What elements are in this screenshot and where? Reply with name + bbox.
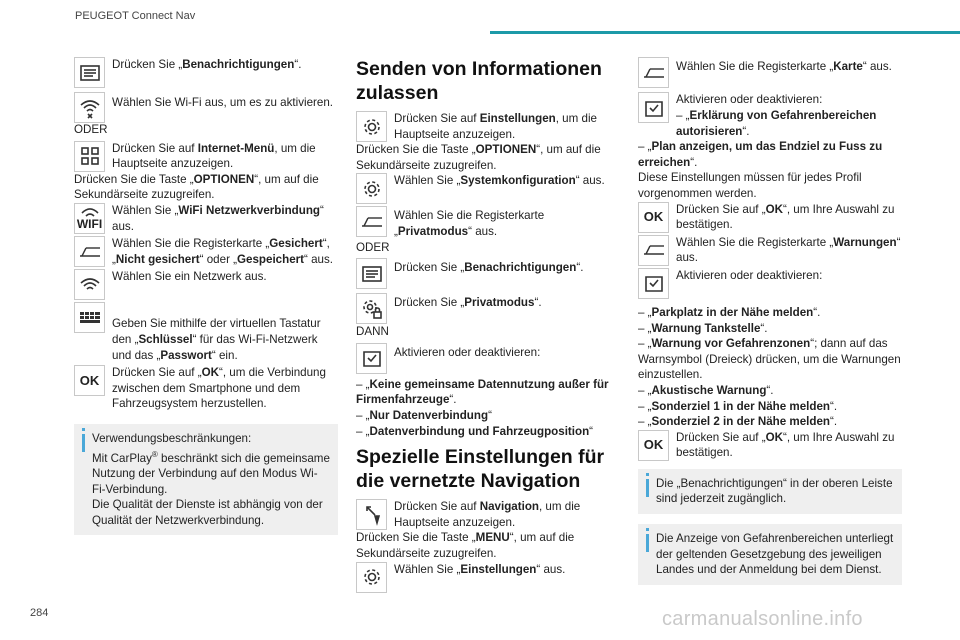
option-item: – „Keine gemeinsame Datennutzung außer für Firmenfahrzeuge“. (356, 377, 609, 407)
column-2 (356, 57, 618, 597)
step-text: Drücken Sie auf „OK“, um Ihre Auswahl zu bestätigen. (676, 430, 895, 460)
step-text: Drücken Sie auf „OK“, um Ihre Auswahl zu bestätigen. (676, 202, 895, 232)
step-text: Aktivieren oder deaktivieren: (676, 268, 823, 282)
step-text: Wählen Sie die Registerkarte „Gesichert“, „Nicht gesichert“ oder „Gespeichert“ aus. (112, 237, 334, 266)
column-1 (74, 57, 338, 535)
step-text: Wählen Sie die Registerkarte „Warnungen“ aus. (676, 235, 901, 265)
step-text: Wählen Sie Wi-Fi aus, um es zu aktivieren. (112, 96, 334, 109)
watermark: carmanualsonline.info (662, 608, 863, 630)
wifi-icon (74, 269, 105, 300)
notifications-list-icon (74, 57, 105, 88)
column-3 (638, 57, 902, 585)
info-icon (82, 434, 85, 452)
step-text: Drücken Sie die Taste „MENU“, um auf die Sekundärseite zuzugreifen. (356, 531, 575, 560)
running-header: PEUGEOT Connect Nav (75, 10, 196, 22)
page-number: 284 (30, 607, 49, 619)
ok-button-icon: OK (638, 430, 669, 461)
step-text: Drücken Sie auf Einstellungen, um die Hauptseite anzuzeigen. (394, 112, 597, 141)
step-text: Drücken Sie „Benachrichtigungen“. (112, 58, 302, 71)
step-text: Wählen Sie „WiFi Netzwerkverbindung“ aus. (112, 203, 324, 233)
info-icon (646, 534, 649, 552)
step-text: Drücken Sie „Benachrichtigungen“. (394, 261, 584, 275)
checkbox-icon (356, 343, 387, 374)
step-text: Wählen Sie „Einstellungen“ aus. (394, 562, 566, 576)
step-text: Wählen Sie ein Netzwerk aus. (112, 270, 267, 284)
section-title: Spezielle Einstellungen für die vernetzte Navigation (356, 446, 605, 493)
oder-label: ODER (74, 123, 108, 136)
dann-label: DANN (356, 325, 389, 339)
step-text: Aktivieren oder deaktivieren: (394, 345, 541, 359)
step-text: Wählen Sie „Systemkonfiguration“ aus. (394, 174, 605, 188)
tab-icon (638, 57, 669, 88)
wifi-network-icon: WIFI (74, 203, 105, 234)
info-note: Die Anzeige von Gefahrenbereichen unterliegt der geltenden Gesetzgebung des jeweiligen Landes und der Anmeldung bei dem Dienst. (638, 524, 902, 585)
option-item: – „Parkplatz in der Nähe melden“. (638, 305, 821, 319)
tab-icon (356, 206, 387, 237)
step-text: Drücken Sie „Privatmodus“. (394, 296, 542, 310)
info-note: Die „Benachrichtigungen“ in der oberen Leiste sind jederzeit zugänglich. (638, 469, 902, 514)
step-text: Aktivieren oder deaktivieren: (676, 93, 823, 106)
option-item: – „Warnung Tankstelle“. (638, 321, 768, 335)
settings-gear-icon (356, 173, 387, 204)
option-item: – „Sonderziel 2 in der Nähe melden“. (638, 415, 838, 429)
step-text: Drücken Sie die Taste „OPTIONEN“, um auf die Sekundärseite zuzugreifen. (356, 143, 601, 172)
section-title: Senden von Informationen zulassen (356, 58, 602, 104)
option-item: – „Akustische Warnung“. (638, 383, 774, 397)
keyboard-icon (74, 302, 105, 333)
option-item: – „Nur Datenverbindung“ (356, 408, 492, 422)
option-item: – „Sonderziel 1 in der Nähe melden“. (638, 399, 838, 413)
settings-gear-icon (356, 111, 387, 142)
option-item: – „Warnung vor Gefahrenzonen“; dann auf das Warnsymbol (Dreieck) drücken, um die Warnungen einzustellen. (638, 337, 901, 382)
step-text: Wählen Sie die Registerkarte „Karte“ aus. (676, 60, 892, 73)
internet-menu-icon (74, 141, 105, 172)
oder-label: ODER (356, 240, 390, 254)
ok-button-icon: OK (74, 365, 105, 396)
step-text: Drücken Sie die Taste „OPTIONEN“, um auf die Sekundärseite zuzugreifen. (74, 172, 319, 202)
checkbox-icon (638, 92, 669, 123)
wifi-icon (74, 92, 105, 123)
option-item: – „Erklärung von Gefahrenbereichen autorisieren“. (676, 109, 877, 138)
info-note: Verwendungsbeschränkungen: Mit CarPlay® beschränkt sich die gemeinsame Nutzung der Verbindung auf den Modus Wi-Fi-Verbindung. Die Qualität der Dienste ist abhängig von der Qualität der Netzwerkverbindung. (74, 424, 338, 535)
option-item: – „Plan anzeigen, um das Endziel zu Fuss zu erreichen“. (638, 140, 883, 169)
option-item: – „Datenverbindung und Fahrzeugposition“ (356, 424, 594, 438)
tab-icon (638, 235, 669, 266)
navigation-icon (356, 499, 387, 530)
notifications-list-icon (356, 258, 387, 289)
step-text: Geben Sie mithilfe der virtuellen Tastatur den „Schlüssel“ für das Wi-Fi-Netzwerk und das „Passwort“ ein. (112, 317, 321, 362)
paragraph: Diese Einstellungen müssen für jedes Profil vorgenommen werden. (638, 171, 862, 200)
step-text: Drücken Sie auf „OK“, um die Verbindung zwischen dem Smartphone und dem Fahrzeugsystem herzustellen. (112, 366, 326, 411)
step-text: Wählen Sie die Registerkarte „Privatmodus“ aus. (394, 209, 545, 238)
checkbox-icon (638, 268, 669, 299)
ok-button-icon: OK (638, 202, 669, 233)
info-icon (646, 479, 649, 497)
private-mode-gear-icon (356, 293, 387, 324)
tab-icon (74, 236, 105, 267)
step-text: Drücken Sie auf Internet-Menü, um die Hauptseite anzuzeigen. (112, 141, 316, 171)
header-accent-bar (490, 31, 960, 34)
step-text: Drücken Sie auf Navigation, um die Hauptseite anzuzeigen. (394, 500, 581, 529)
settings-gear-icon (356, 562, 387, 593)
